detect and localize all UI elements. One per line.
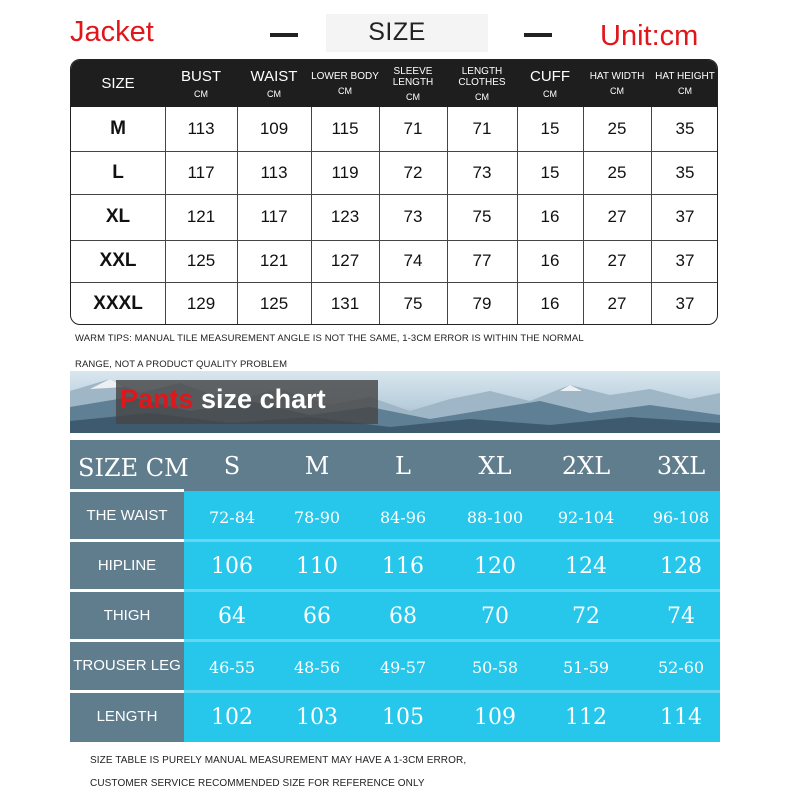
pants-table-cell: 78-90	[293, 508, 341, 527]
pants-table-cell: 49-57	[379, 658, 427, 677]
pants-size-header: 3XL	[656, 452, 706, 480]
pants-row-divider	[184, 539, 720, 542]
pants-note-line-1: SIZE TABLE IS PURELY MANUAL MEASUREMENT MAY HAVE A 1-3CM ERROR,	[90, 755, 467, 766]
jacket-table-cell: 16	[540, 251, 560, 270]
jacket-header-unit: CM	[543, 89, 557, 99]
jacket-header-label: SLEEVE LENGTH	[392, 65, 434, 88]
pants-table-cell: 46-55	[208, 658, 256, 677]
jacket-table-cell: 73	[403, 207, 423, 226]
jacket-header-length-clothes	[447, 60, 517, 107]
pants-table-cell: 88-100	[466, 508, 524, 527]
pants-size-chart-title	[120, 384, 326, 415]
pants-label-divider	[70, 539, 184, 542]
jacket-table-cell: 35	[675, 162, 695, 182]
pants-corner-label: SIZE CM	[78, 454, 189, 482]
jacket-table-cell: 16	[540, 207, 560, 226]
header-dash-left	[270, 33, 298, 37]
pants-table-cell: 103	[296, 705, 338, 730]
pants-size-table	[70, 440, 720, 742]
pants-table-cell: 105	[382, 705, 424, 730]
jacket-table-cell: 125	[186, 251, 216, 270]
jacket-table-cell: 117	[187, 162, 215, 182]
pants-size-header: XL	[478, 452, 512, 480]
jacket-table-cell: 115	[331, 119, 359, 138]
pants-note-line-2: CUSTOMER SERVICE RECOMMENDED SIZE FOR REFERENCE ONLY	[90, 778, 425, 789]
pants-table-cell: 112	[565, 705, 607, 730]
pants-table-cell: 52-60	[657, 658, 705, 677]
pants-table-cell: 66	[303, 604, 331, 629]
pants-table-cell: 74	[667, 604, 695, 629]
pants-label-divider	[70, 690, 184, 693]
pants-table-cell: 68	[389, 604, 417, 629]
jacket-table-cell: 35	[675, 119, 695, 138]
pants-table-cell: 110	[296, 554, 338, 579]
pants-table-cell: 114	[660, 705, 702, 730]
jacket-size-table	[70, 59, 718, 325]
pants-table-cell: 124	[565, 554, 607, 579]
jacket-header-label: SIZE	[101, 75, 135, 92]
pants-table-cell: 109	[474, 705, 516, 730]
jacket-table-cell: 121	[186, 207, 216, 226]
jacket-header-unit: CM	[475, 91, 489, 102]
warm-tip-line-1: WARM TIPS: MANUAL TILE MEASUREMENT ANGLE IS NOT THE SAME, 1-3CM ERROR IS WITHIN THE NORMAL	[75, 333, 584, 344]
pants-table-cell: 92-104	[557, 508, 615, 527]
jacket-header-unit: CM	[338, 86, 352, 96]
pants-table-cell: 116	[382, 554, 424, 579]
jacket-size-label: XXL	[99, 250, 137, 271]
pants-table-cell: 70	[481, 604, 509, 629]
jacket-header-label: HAT WIDTH	[589, 71, 645, 82]
jacket-table-cell: 37	[675, 251, 695, 270]
pants-table-cell: 102	[211, 705, 253, 730]
jacket-header-sleeve-length	[379, 60, 447, 107]
warm-tip-line-2: RANGE, NOT A PRODUCT QUALITY PROBLEM	[75, 359, 288, 370]
pants-row-label: TROUSER LEG	[73, 657, 181, 674]
jacket-table-cell: 117	[260, 207, 288, 226]
pants-table-cell: 96-108	[652, 508, 710, 527]
pants-table-cell: 64	[218, 604, 246, 629]
pants-row-label: THIGH	[103, 607, 151, 624]
jacket-header-label: LENGTH CLOTHES	[458, 65, 506, 88]
pants-title-red: Pants	[120, 384, 194, 414]
pants-title-white: size chart	[193, 384, 326, 414]
jacket-table-cell: 77	[472, 251, 492, 270]
jacket-table-cell: 71	[403, 119, 423, 138]
jacket-table-cell: 127	[330, 251, 360, 270]
pants-row-divider	[184, 639, 720, 642]
jacket-header-lower-body	[311, 60, 379, 107]
pants-size-header: L	[395, 452, 411, 480]
jacket-table-cell: 16	[540, 294, 560, 313]
pants-size-header: M	[304, 452, 330, 480]
jacket-size-label: L	[112, 161, 124, 183]
unit-label: Unit:cm	[600, 20, 699, 52]
jacket-header-hat-width	[583, 60, 651, 107]
pants-row-label: THE WAIST	[86, 507, 168, 524]
pants-row-label: LENGTH	[96, 708, 158, 725]
jacket-table-cell: 125	[259, 294, 289, 313]
jacket-table-cell: 119	[331, 162, 359, 182]
jacket-size-label: XXXL	[93, 293, 143, 314]
jacket-table-cell: 121	[259, 251, 289, 270]
jacket-table-header	[71, 60, 717, 107]
pants-row-divider	[184, 690, 720, 693]
jacket-header-label: BUST	[180, 68, 221, 85]
header-dash-right	[524, 33, 552, 37]
jacket-table-cell: 109	[259, 119, 289, 138]
pants-table-cell: 128	[660, 554, 702, 579]
pants-table-cell: 72	[572, 604, 600, 629]
jacket-table-cell: 73	[472, 162, 492, 182]
jacket-header-unit: CM	[267, 89, 281, 99]
jacket-table-cell: 79	[472, 294, 492, 313]
jacket-table-cell: 129	[186, 294, 216, 313]
size-title: SIZE	[368, 18, 426, 46]
jacket-table-cell: 75	[403, 294, 423, 313]
pants-table-cell: 84-96	[379, 508, 427, 527]
jacket-header-label: LOWER BODY	[311, 71, 379, 82]
jacket-table-cell: 75	[472, 207, 492, 226]
jacket-table-cell: 71	[472, 119, 492, 138]
pants-size-header: 2XL	[561, 452, 611, 480]
pants-label-divider	[70, 489, 184, 492]
jacket-table-cell: 27	[607, 251, 627, 270]
jacket-header-label: CUFF	[530, 68, 570, 85]
jacket-table-cell: 113	[260, 162, 288, 182]
pants-label-divider	[70, 589, 184, 592]
pants-table-cell: 50-58	[471, 658, 519, 677]
jacket-header-unit: CM	[406, 91, 420, 102]
jacket-header-unit: CM	[610, 86, 624, 96]
jacket-table-cell: 113	[187, 119, 215, 138]
jacket-table-cell: 37	[675, 294, 695, 313]
jacket-header-label: WAIST	[250, 68, 298, 85]
jacket-table-cell: 72	[403, 162, 423, 182]
pants-table-cell: 120	[474, 554, 516, 579]
jacket-header-unit: CM	[678, 86, 692, 96]
pants-label-divider	[70, 639, 184, 642]
pants-table-cell: 106	[211, 554, 253, 579]
pants-table-cell: 48-56	[293, 658, 341, 677]
pants-row-label: HIPLINE	[97, 557, 157, 574]
jacket-header-unit: CM	[194, 89, 208, 99]
jacket-size-label: M	[110, 118, 126, 139]
pants-row-divider	[184, 589, 720, 592]
jacket-table-cell: 37	[675, 207, 695, 226]
jacket-table-cell: 27	[607, 294, 627, 313]
jacket-table-cell: 15	[540, 162, 560, 182]
jacket-title: Jacket	[70, 16, 154, 48]
jacket-table-cell: 74	[403, 251, 423, 270]
jacket-table-cell: 131	[330, 294, 360, 313]
jacket-table-cell: 27	[607, 207, 627, 226]
jacket-size-label: XL	[105, 206, 131, 227]
jacket-header-bust	[165, 60, 237, 107]
pants-table-cell: 51-59	[562, 658, 610, 677]
jacket-header-label: HAT HEIGHT	[655, 71, 715, 82]
pants-table-cell: 72-84	[208, 508, 256, 527]
jacket-table-cell: 25	[607, 119, 627, 138]
jacket-header-cuff	[517, 60, 583, 107]
jacket-header-waist	[237, 60, 311, 107]
jacket-table-cell: 25	[607, 162, 627, 182]
jacket-header-size	[71, 60, 165, 107]
jacket-header-hat-height	[651, 60, 718, 107]
pants-size-header: S	[223, 452, 241, 480]
jacket-table-cell: 15	[540, 119, 560, 138]
jacket-table-cell: 123	[330, 207, 360, 226]
